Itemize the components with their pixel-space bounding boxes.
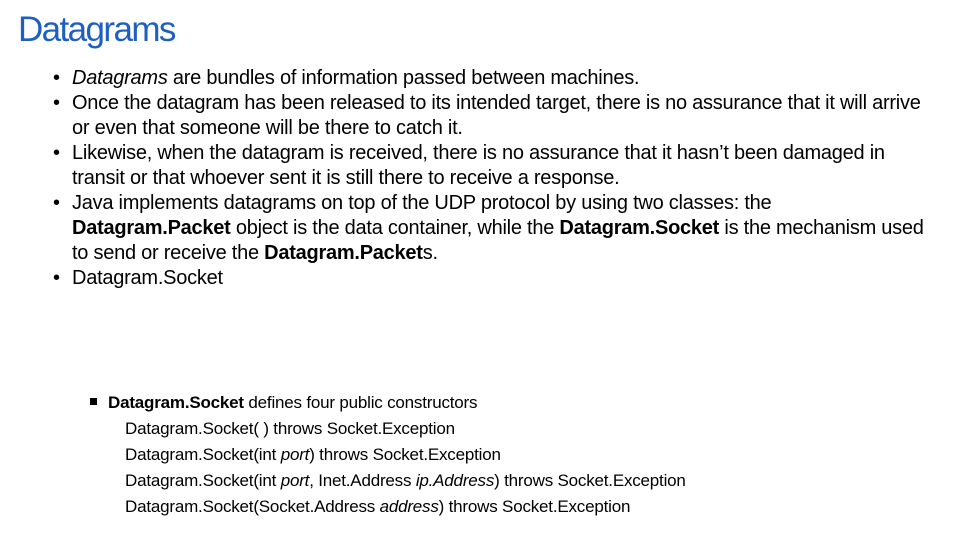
bullet-datagram-socket (52, 266, 932, 291)
constructor-text: Datagram.Socket(Socket.Address (125, 497, 380, 516)
constructor-line-2 (90, 442, 910, 468)
datagrams-term: Datagrams (72, 67, 168, 89)
constructor-arg: address (379, 497, 439, 516)
bullet-list (52, 66, 932, 291)
constructor-text: ) throws Socket.Exception (438, 497, 631, 516)
bullet-text: s. (422, 242, 438, 264)
bullet-text: is the mechanism used to send or receive the (72, 217, 924, 264)
constructor-text: Datagram.Socket(int (125, 471, 281, 490)
constructors-heading (90, 390, 910, 416)
bullet-text: object is the data container, while the (230, 217, 560, 239)
constructor-text: ) throws Socket.Exception (494, 471, 686, 490)
constructor-text: Datagram.Socket(int (125, 445, 281, 464)
constructor-text: ) throws Socket.Exception (309, 445, 501, 464)
constructor-line-4 (90, 494, 910, 520)
constructor-arg: port (280, 445, 310, 464)
constructor-arg: port (280, 471, 310, 490)
bullet-text: Once the datagram has been released to its intended target, there is no assurance that it will arrive or even that someone will be there to catch it. (72, 92, 921, 139)
bullet-text: Datagram.Socket (72, 267, 223, 289)
constructor-text: Datagram.Socket( ) throws Socket.Exception (125, 419, 455, 438)
heading-text: defines four public constructors (243, 393, 478, 412)
slide-title: Datagrams (18, 10, 175, 49)
datagram-socket-term: Datagram.Socket (559, 217, 720, 239)
bullet-text: Java implements datagrams on top of the UDP protocol by using two classes: the (72, 192, 772, 214)
datagram-packet-term: Datagram.Packet (264, 242, 423, 264)
square-bullet-icon (90, 398, 97, 405)
bullet-datagrams-definition (52, 66, 932, 91)
constructor-text: , Inet.Address (309, 471, 416, 490)
constructor-line-1 (90, 416, 910, 442)
bullet-no-assurance-received (52, 141, 932, 191)
bullet-text: Likewise, when the datagram is received, there is no assurance that it hasn’t been damaged in transit or that whoever sent it is still there to receive a response. (72, 142, 885, 189)
bullet-java-implementation (52, 191, 932, 266)
datagram-socket-subsection (90, 390, 910, 520)
bullet-no-assurance-arrival (52, 91, 932, 141)
constructor-arg: ip.Address (415, 471, 495, 490)
datagram-packet-term: Datagram.Packet (72, 217, 231, 239)
constructor-line-3 (90, 468, 910, 494)
bullet-text: are bundles of information passed between machines. (167, 67, 640, 89)
datagram-socket-term: Datagram.Socket (108, 393, 244, 412)
